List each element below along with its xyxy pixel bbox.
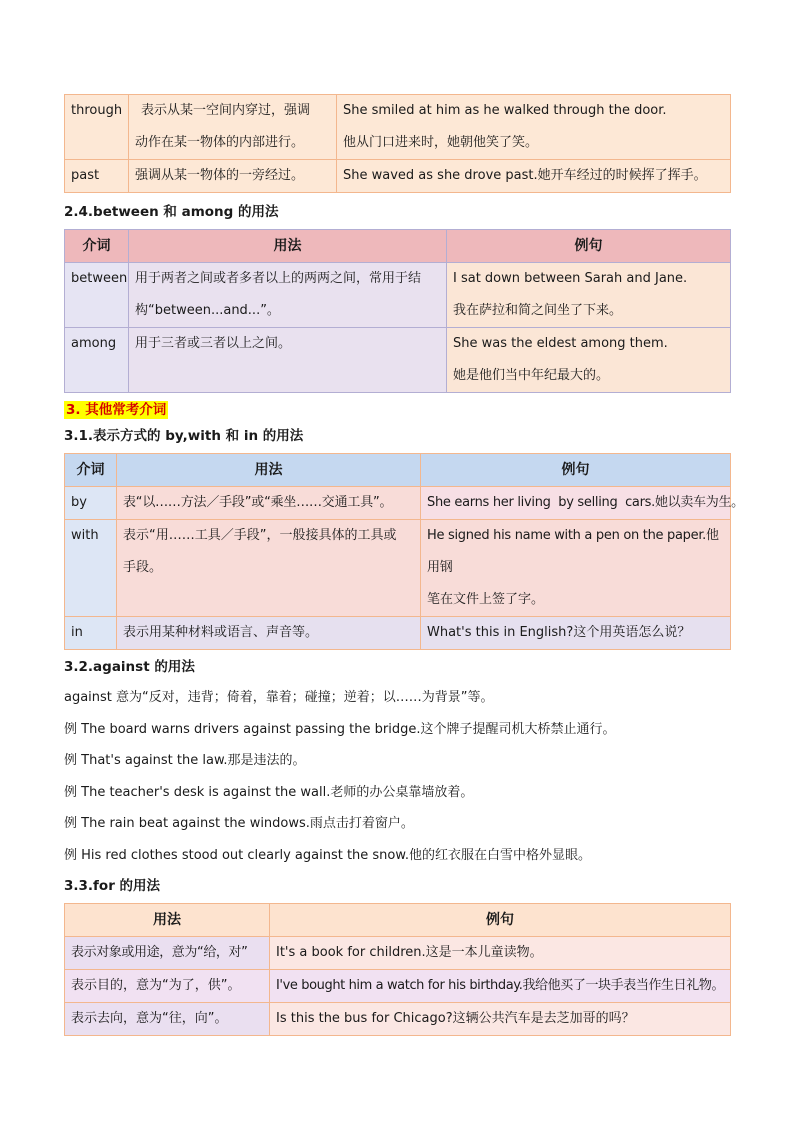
section-heading: 2.4.between 和 among 的用法	[64, 204, 279, 220]
example-sentence: 例 The rain beat against the windows.雨点击打着窗户。	[64, 816, 414, 831]
table-row	[65, 520, 731, 617]
table-header-row	[65, 454, 731, 487]
usage-cell: 表示用某种材料或语言、声音等。	[117, 617, 421, 650]
example-sentence: 例 The board warns drivers against passing the bridge.这个牌子提醒司机大桥禁止通行。	[64, 721, 616, 737]
example-cell: She smiled at him as he walked through the door. 他从门口进来时，她朝他笑了笑。	[337, 95, 731, 160]
column-header: 用法	[129, 230, 447, 263]
example-sentence: 例 His red clothes stood out clearly against the snow.他的红衣服在白雪中格外显眼。	[64, 847, 591, 863]
example-sentence: 例 That's against the law.那是违法的。	[64, 753, 306, 768]
preposition-cell: with	[65, 520, 117, 617]
column-header: 介词	[65, 454, 117, 487]
usage-cell: 强调从某一物体的一旁经过。	[129, 160, 337, 193]
preposition-cell: in	[65, 617, 117, 650]
preposition-cell: past	[65, 160, 129, 193]
usage-cell: 表“以……方法／手段”或“乘坐……交通工具”。	[117, 487, 421, 520]
against-usage-block	[64, 682, 730, 871]
example-cell: She earns her living by selling cars.她以卖车为生。	[421, 487, 731, 520]
example-cell: I sat down between Sarah and Jane. 我在萨拉和简之间坐了下来。	[447, 263, 731, 328]
table-row	[65, 160, 731, 193]
table-row	[65, 1003, 731, 1036]
example-cell: She waved as she drove past.她开车经过的时候挥了挥手。	[337, 160, 731, 193]
document-page	[64, 94, 744, 1036]
table-row	[65, 937, 731, 970]
column-header: 用法	[117, 454, 421, 487]
table-row	[65, 970, 731, 1003]
against-definition: against 意为“反对，违背；倚着，靠着；碰撞；逆着；以……为背景”等。	[64, 690, 494, 705]
between-among-table	[64, 229, 731, 393]
table-row	[65, 263, 731, 328]
table-header-row	[65, 904, 731, 937]
column-header: 例句	[447, 230, 731, 263]
column-header: 例句	[421, 454, 731, 487]
for-usage-table	[64, 903, 731, 1036]
section-heading: 3.3.for 的用法	[64, 878, 161, 894]
usage-cell: 表示目的，意为“为了，供”。	[65, 970, 270, 1003]
preposition-cell: through	[65, 95, 129, 160]
example-cell: Is this the bus for Chicago?这辆公共汽车是去芝加哥的吗？	[270, 1003, 731, 1036]
by-with-in-table	[64, 453, 744, 650]
usage-cell: 表示从某一空间内穿过，强调 动作在某一物体的内部进行。	[129, 95, 337, 160]
example-cell: I've bought him a watch for his birthday.我给他买了一块手表当作生日礼物。	[270, 970, 731, 1003]
section-heading: 3.1.表示方式的 by,with 和 in 的用法	[64, 428, 304, 444]
column-header: 例句	[270, 904, 731, 937]
example-cell: What's this in English?这个用英语怎么说？	[421, 617, 731, 650]
table-row	[65, 95, 731, 160]
preposition-cell: between	[65, 263, 129, 328]
preposition-cell: among	[65, 328, 129, 393]
usage-cell: 表示去向，意为“往，向”。	[65, 1003, 270, 1036]
table-row	[65, 617, 731, 650]
usage-cell: 表示“用……工具／手段”，一般接具体的工具或 手段。	[117, 520, 421, 617]
usage-cell: 用于两者之间或者多者以上的两两之间，常用于结 构“between...and...”。	[129, 263, 447, 328]
section-heading-highlighted: 3. 其他常考介词	[66, 402, 167, 418]
usage-cell: 用于三者或三者以上之间。	[129, 328, 447, 393]
table-row	[65, 328, 731, 393]
preposition-cell: by	[65, 487, 117, 520]
column-header: 介词	[65, 230, 129, 263]
through-past-table	[64, 94, 731, 193]
usage-cell: 表示对象或用途，意为“给，对”	[65, 937, 270, 970]
example-sentence: 例 The teacher's desk is against the wall.老师的办公桌靠墙放着。	[64, 784, 474, 800]
section-heading: 3.2.against 的用法	[64, 659, 195, 675]
example-cell: It's a book for children.这是一本儿童读物。	[270, 937, 731, 970]
table-header-row	[65, 230, 731, 263]
column-header: 用法	[65, 904, 270, 937]
example-cell: She was the eldest among them. 她是他们当中年纪最大的。	[447, 328, 731, 393]
table-row	[65, 487, 731, 520]
example-cell: He signed his name with a pen on the paper.他用钢 笔在文件上签了字。	[421, 520, 731, 617]
